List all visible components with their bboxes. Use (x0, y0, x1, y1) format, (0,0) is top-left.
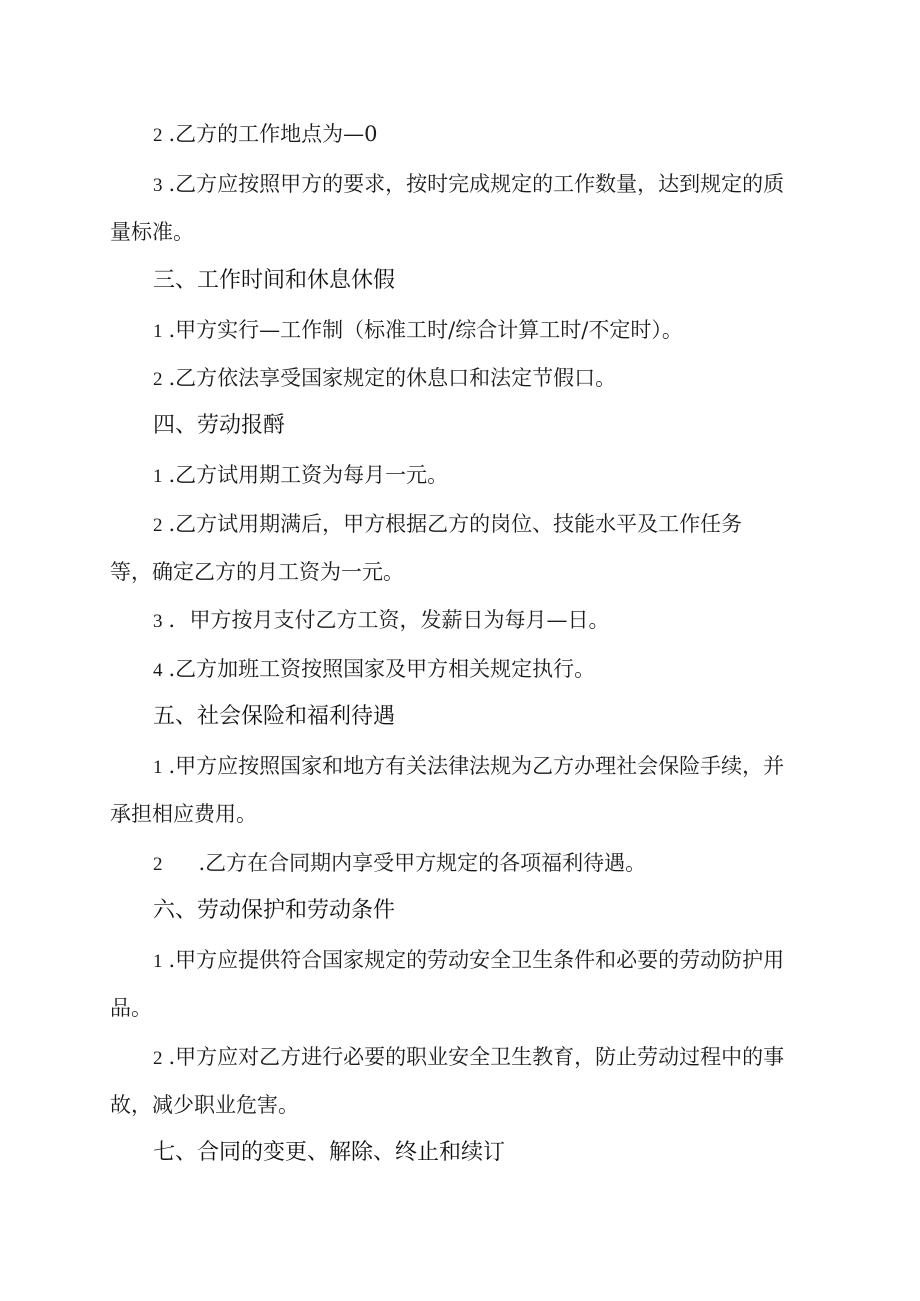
clause-number: 3 (153, 175, 163, 196)
clause-text: .乙方试用期满后，甲方根据乙方的岗位、技能水平及工作任务 (168, 512, 743, 536)
section-heading-text: 七、合同的变更、解除、终止和续订 (153, 1140, 506, 1165)
clause-item (153, 1043, 784, 1073)
clause-continuation (110, 1091, 299, 1119)
clause-number: 4 (153, 660, 163, 681)
clause-number: 2 (153, 854, 163, 875)
clause-item (153, 849, 646, 879)
clause-continuation (110, 994, 152, 1022)
clause-text: .乙方应按照甲方的要求，按时完成规定的工作数量，达到规定的质 (168, 172, 785, 196)
clause-text: .甲方实行—工作制（标准工时/综合计算工时/不定时）。 (168, 318, 683, 342)
clause-item (153, 655, 595, 685)
clause-item (153, 752, 784, 782)
clause-item (153, 170, 784, 200)
section-heading (153, 703, 395, 731)
clause-text: .乙方试用期工资为每月一元。 (168, 463, 449, 487)
clause-item (153, 510, 742, 540)
clause-item (153, 461, 448, 491)
clause-number: 3 (153, 611, 163, 632)
clause-item (153, 364, 616, 394)
clause-number: 1 (153, 951, 163, 972)
clause-text: .乙方的工作地点为—0 (168, 122, 378, 146)
clause-continuation (110, 218, 194, 246)
section-heading-text: 六、劳动保护和劳动条件 (153, 898, 396, 923)
clause-continuation (110, 800, 257, 828)
section-heading (153, 412, 285, 440)
clause-number: 1 (153, 466, 163, 487)
section-heading-text: 四、劳动报酹 (153, 413, 286, 438)
clause-text: 承担相应费用。 (110, 802, 257, 826)
clause-item (153, 316, 683, 346)
clause-text: 等，确定乙方的月工资为一元。 (110, 560, 404, 584)
clause-text: 品。 (110, 996, 152, 1020)
clause-number: 2 (153, 125, 163, 146)
clause-text: .乙方加班工资按照国家及甲方相关规定执行。 (168, 657, 596, 681)
clause-number: 1 (153, 321, 163, 342)
clause-text: 故，减少职业危害。 (110, 1093, 299, 1117)
clause-number: 2 (153, 1048, 163, 1069)
clause-text: .乙方在合同期内享受甲方规定的各项福利待遇。 (198, 851, 647, 875)
clause-text: .甲方应提供符合国家规定的劳动安全卫生条件和必要的劳动防护用 (168, 948, 785, 972)
clause-continuation (110, 558, 404, 586)
section-heading (153, 1139, 505, 1167)
section-heading-text: 五、社会保险和福利待遇 (153, 704, 396, 729)
clause-text: .乙方依法享受国家规定的休息口和法定节假口。 (168, 366, 617, 390)
clause-item (153, 606, 610, 636)
clause-number: 2 (153, 369, 163, 390)
clause-item (153, 946, 784, 976)
section-heading (153, 267, 395, 295)
section-heading (153, 897, 395, 925)
clause-number: 1 (153, 757, 163, 778)
clause-text: .甲方应按照国家和地方有关法律法规为乙方办理社会保险手续，并 (168, 754, 785, 778)
section-heading-text: 三、工作时间和休息休假 (153, 268, 396, 293)
clause-number: 2 (153, 515, 163, 536)
clause-text: ．甲方按月支付乙方工资，发薪日为每月—日。 (168, 608, 610, 632)
clause-item (153, 120, 378, 150)
clause-text: .甲方应对乙方进行必要的职业安全卫生教育，防止劳动过程中的事 (168, 1045, 785, 1069)
clause-text: 量标准。 (110, 220, 194, 244)
